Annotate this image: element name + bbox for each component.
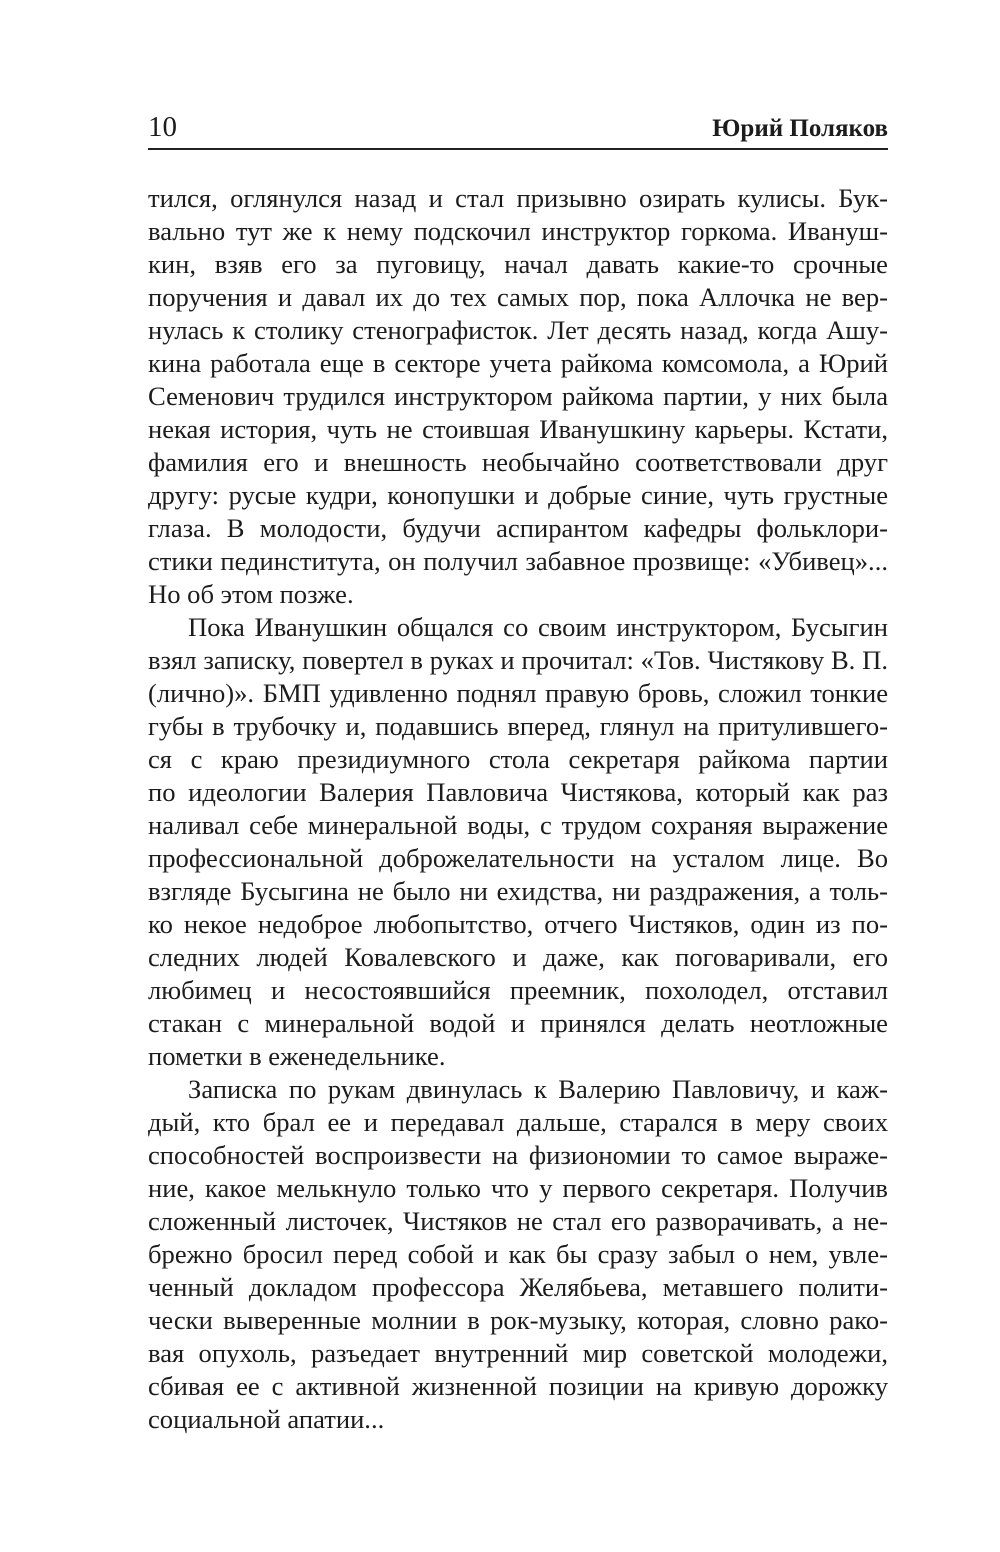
text-line: Записка по рукам двинулась к Валерию Павловичу, и каж- xyxy=(188,1074,888,1104)
text-line: Но об этом позже. xyxy=(148,579,354,609)
text-line: другу: русые кудри, конопушки и добрые синие, чуть грустные xyxy=(148,480,888,510)
text-line: глаза. В молодости, будучи аспирантом кафедры фольклори- xyxy=(148,513,888,543)
text-line: ченный докладом профессора Желябьева, метавшего полити- xyxy=(148,1272,888,1302)
book-page xyxy=(148,112,888,1436)
text-line: нулась к столику стенографисток. Лет десять назад, когда Ашу- xyxy=(148,315,888,345)
text-line: тился, оглянулся назад и стал призывно озирать кулисы. Бук- xyxy=(148,183,888,213)
running-header xyxy=(148,112,888,150)
text-line: кин, взяв его за пуговицу, начал давать какие-то срочные xyxy=(148,249,888,279)
text-line: взгляде Бусыгина не было ни ехидства, ни раздражения, а толь- xyxy=(148,876,888,906)
text-line: кина работала еще в секторе учета райкома комсомола, а Юрий xyxy=(148,348,888,378)
text-line: фамилия его и внешность необычайно соответствовали друг xyxy=(148,447,888,477)
text-line: сложенный листочек, Чистяков не стал его разворачивать, а не- xyxy=(148,1206,888,1236)
text-line: Семенович трудился инструктором райкома партии, у них была xyxy=(148,381,888,411)
text-line: способностей воспроизвести на физиономии то самое выраже- xyxy=(148,1140,888,1170)
text-line: некая история, чуть не стоившая Иванушкину карьеры. Кстати, xyxy=(148,414,888,444)
text-line: вально тут же к нему подскочил инструктор горкома. Ивануш- xyxy=(148,216,888,246)
text-line: вая опухоль, разъедает внутренний мир советской молодежи, xyxy=(148,1338,888,1368)
text-line: сбивая ее с активной жизненной позиции на кривую дорожку xyxy=(148,1371,888,1401)
text-line: ся с краю президиумного стола секретаря райкома партии xyxy=(148,744,888,774)
paragraph xyxy=(148,182,888,611)
text-line: дый, кто брал ее и передавал дальше, старался в меру своих xyxy=(148,1107,888,1137)
text-line: пометки в еженедельнике. xyxy=(148,1041,446,1071)
text-line: наливал себе минеральной воды, с трудом сохраняя выражение xyxy=(148,810,888,840)
text-line: профессиональной доброжелательности на усталом лице. Во xyxy=(148,843,888,873)
page-number: 10 xyxy=(148,111,177,143)
text-line: следних людей Ковалевского и даже, как поговаривали, его xyxy=(148,942,888,972)
text-line: любимец и несостоявшийся преемник, похолодел, отставил xyxy=(148,975,888,1005)
text-line: (лично)». БМП удивленно поднял правую бровь, сложил тонкие xyxy=(148,678,888,708)
text-line: чески выверенные молнии в рок-музыку, которая, словно рако- xyxy=(148,1305,888,1335)
text-line: ние, какое мелькнуло только что у первого секретаря. Получив xyxy=(148,1173,888,1203)
text-line: ко некое недоброе любопытство, отчего Чистяков, один из по- xyxy=(148,909,888,939)
text-line: брежно бросил перед собой и как бы сразу забыл о нем, увле- xyxy=(148,1239,888,1269)
text-line: поручения и давал их до тех самых пор, пока Аллочка не вер- xyxy=(148,282,888,312)
text-line: социальной апатии... xyxy=(148,1404,385,1434)
text-line: губы в трубочку и, подавшись вперед, глянул на притулившего- xyxy=(148,711,888,741)
text-line: стики пединститута, он получил забавное прозвище: «Убивец»... xyxy=(148,546,888,576)
text-line: по идеологии Валерия Павловича Чистякова, который как раз xyxy=(148,777,888,807)
text-line: стакан с минеральной водой и принялся делать неотложные xyxy=(148,1008,888,1038)
paragraph xyxy=(148,611,888,1073)
paragraph xyxy=(148,1073,888,1436)
text-line: взял записку, повертел в руках и прочитал: «Тов. Чистякову В. П. xyxy=(148,645,888,675)
text-line: Пока Иванушкин общался со своим инструктором, Бусыгин xyxy=(188,612,888,642)
running-title-author: Юрий Поляков xyxy=(712,115,888,142)
body-text xyxy=(148,182,888,1436)
